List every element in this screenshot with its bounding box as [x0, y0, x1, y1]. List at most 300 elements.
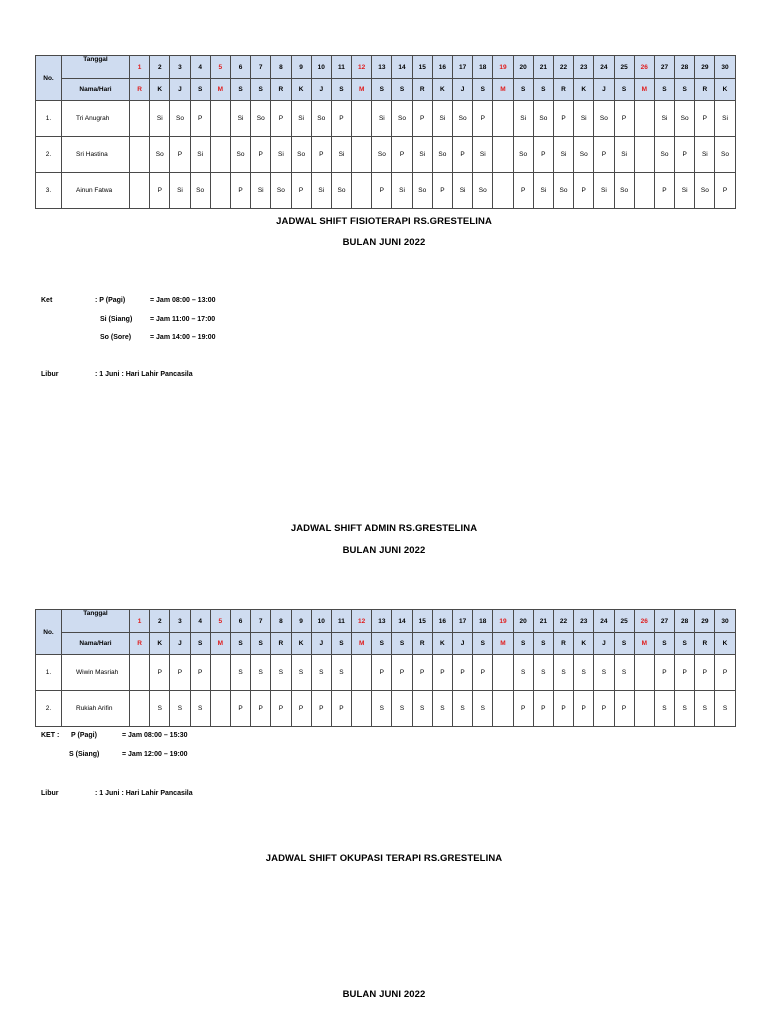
section1-title: JADWAL SHIFT FISIOTERAPI RS.GRESTELINA [276, 216, 492, 227]
day-number: 27 [654, 56, 674, 79]
shift-cell: P [473, 655, 493, 691]
shift-cell: Si [392, 173, 412, 209]
shift-cell: Si [170, 173, 190, 209]
section1-month: BULAN JUNI 2022 [342, 237, 426, 248]
ket-code-sore: So (Sore) [100, 334, 132, 341]
weekday-letter: K [150, 633, 170, 655]
weekday-letter: J [311, 633, 331, 655]
shift-cell [130, 137, 150, 173]
shift-cell: P [230, 173, 250, 209]
day-number: 8 [271, 56, 291, 79]
day-number: 28 [675, 610, 695, 633]
shift-cell [210, 655, 230, 691]
day-number: 11 [331, 56, 351, 79]
shift-cell: Si [594, 173, 614, 209]
shift-cell: Si [432, 101, 452, 137]
shift-cell: P [291, 691, 311, 727]
shift-cell: So [533, 101, 553, 137]
shift-cell: P [251, 137, 271, 173]
shift-cell [130, 173, 150, 209]
day-number: 26 [634, 610, 654, 633]
weekday-letter: R [271, 79, 291, 101]
employee-name: Tri Anugrah [62, 101, 130, 137]
shift-cell: P [715, 173, 735, 209]
day-number: 24 [594, 610, 614, 633]
shift-cell: P [695, 101, 715, 137]
shift-cell [130, 101, 150, 137]
shift-cell: Si [412, 137, 432, 173]
header-no: No. [36, 56, 62, 101]
shift-cell: So [372, 137, 392, 173]
ket-label: Ket [41, 297, 53, 304]
shift-cell: So [614, 173, 634, 209]
day-number: 10 [311, 610, 331, 633]
weekday-letter: R [553, 79, 573, 101]
shift-cell: So [675, 101, 695, 137]
day-number: 20 [513, 56, 533, 79]
ket2-label: KET : [41, 732, 60, 739]
weekday-letter: K [715, 79, 735, 101]
shift-cell: S [150, 691, 170, 727]
shift-cell: P [150, 655, 170, 691]
weekday-letter: R [695, 79, 715, 101]
row-number: 2. [36, 137, 62, 173]
shift-cell: S [170, 691, 190, 727]
weekday-letter: J [453, 79, 473, 101]
shift-cell: P [190, 101, 210, 137]
shift-cell: P [251, 691, 271, 727]
shift-cell: Si [553, 137, 573, 173]
table-row [36, 655, 736, 691]
weekday-letter: M [210, 79, 230, 101]
shift-cell: P [372, 655, 392, 691]
shift-cell: Si [453, 173, 473, 209]
day-number: 30 [715, 610, 735, 633]
weekday-letter: S [533, 633, 553, 655]
shift-cell [352, 137, 372, 173]
shift-cell [130, 691, 150, 727]
shift-cell [210, 101, 230, 137]
row-number: 1. [36, 655, 62, 691]
day-number: 12 [352, 56, 372, 79]
section2-title: JADWAL SHIFT ADMIN RS.GRESTELINA [290, 523, 478, 534]
shift-cell: S [695, 691, 715, 727]
table-row [36, 101, 736, 137]
shift-cell: S [432, 691, 452, 727]
shift-cell: P [150, 173, 170, 209]
fisioterapi-schedule-table [35, 55, 736, 209]
weekday-letter: M [352, 633, 372, 655]
shift-cell: P [392, 655, 412, 691]
day-number: 6 [230, 610, 250, 633]
shift-cell: P [170, 137, 190, 173]
shift-cell: S [513, 655, 533, 691]
weekday-letter: K [574, 79, 594, 101]
day-number: 3 [170, 56, 190, 79]
weekday-letter: K [432, 79, 452, 101]
day-number: 7 [251, 56, 271, 79]
shift-cell: P [533, 137, 553, 173]
shift-cell [352, 655, 372, 691]
shift-cell: So [150, 137, 170, 173]
day-number: 17 [453, 610, 473, 633]
shift-cell: Si [715, 101, 735, 137]
header-nama-hari: Nama/Hari [62, 79, 130, 101]
day-number: 22 [553, 610, 573, 633]
ket-time-pagi: = Jam 08:00 – 13:00 [150, 297, 216, 304]
day-number: 29 [695, 610, 715, 633]
shift-cell [352, 101, 372, 137]
day-number: 30 [715, 56, 735, 79]
weekday-letter: S [654, 633, 674, 655]
shift-cell: So [190, 173, 210, 209]
shift-cell: So [271, 173, 291, 209]
table-row [36, 691, 736, 727]
shift-cell: P [614, 101, 634, 137]
day-number: 14 [392, 56, 412, 79]
shift-cell: P [331, 101, 351, 137]
shift-cell: Si [654, 101, 674, 137]
shift-cell: S [311, 655, 331, 691]
shift-cell: P [675, 655, 695, 691]
libur-label: Libur [41, 371, 59, 378]
day-number: 13 [372, 56, 392, 79]
shift-cell: P [432, 173, 452, 209]
ket-time-sore: = Jam 14:00 – 19:00 [150, 334, 216, 341]
shift-cell: P [614, 691, 634, 727]
weekday-letter: R [130, 633, 150, 655]
shift-cell [352, 691, 372, 727]
weekday-letter: K [291, 633, 311, 655]
day-number: 28 [675, 56, 695, 79]
table-row [36, 137, 736, 173]
shift-cell [493, 655, 513, 691]
shift-cell: Si [291, 101, 311, 137]
ket2-code-pagi: P (Pagi) [71, 732, 97, 739]
day-number: 23 [574, 610, 594, 633]
shift-cell [210, 691, 230, 727]
day-number: 18 [473, 610, 493, 633]
shift-cell: So [574, 137, 594, 173]
shift-cell: P [190, 655, 210, 691]
shift-cell: P [533, 691, 553, 727]
shift-cell: P [392, 137, 412, 173]
day-number: 1 [130, 610, 150, 633]
header-tanggal: Tanggal [62, 610, 130, 633]
weekday-letter: S [190, 633, 210, 655]
day-number: 7 [251, 610, 271, 633]
shift-cell: S [230, 655, 250, 691]
shift-cell: P [695, 655, 715, 691]
shift-cell: Si [230, 101, 250, 137]
day-number: 8 [271, 610, 291, 633]
shift-cell: So [453, 101, 473, 137]
employee-name: Rukiah Arifin [62, 691, 130, 727]
day-number: 11 [331, 610, 351, 633]
shift-cell: So [331, 173, 351, 209]
shift-cell: So [594, 101, 614, 137]
shift-cell: P [473, 101, 493, 137]
day-number: 25 [614, 610, 634, 633]
shift-cell: Si [614, 137, 634, 173]
shift-cell: P [372, 173, 392, 209]
day-number: 12 [352, 610, 372, 633]
weekday-letter: M [352, 79, 372, 101]
shift-cell [493, 101, 513, 137]
shift-cell [210, 173, 230, 209]
weekday-letter: R [271, 633, 291, 655]
day-number: 19 [493, 56, 513, 79]
shift-cell [130, 655, 150, 691]
day-number: 23 [574, 56, 594, 79]
shift-cell: S [190, 691, 210, 727]
shift-cell: P [291, 173, 311, 209]
shift-cell: S [453, 691, 473, 727]
shift-cell: Si [331, 137, 351, 173]
weekday-letter: K [150, 79, 170, 101]
shift-cell: P [574, 691, 594, 727]
shift-cell: S [392, 691, 412, 727]
libur2-text: : 1 Juni : Hari Lahir Pancasila [95, 790, 193, 797]
day-number: 15 [412, 56, 432, 79]
day-number: 20 [513, 610, 533, 633]
section3-title: JADWAL SHIFT OKUPASI TERAPI RS.GRESTELINA [265, 853, 503, 864]
shift-cell: So [654, 137, 674, 173]
weekday-letter: R [553, 633, 573, 655]
shift-cell: So [311, 101, 331, 137]
shift-cell: So [412, 173, 432, 209]
section3-month: BULAN JUNI 2022 [342, 989, 426, 1000]
day-number: 1 [130, 56, 150, 79]
day-number: 16 [432, 610, 452, 633]
employee-name: Wiwin Masriah [62, 655, 130, 691]
weekday-letter: S [513, 79, 533, 101]
day-number: 17 [453, 56, 473, 79]
shift-cell: So [695, 173, 715, 209]
day-number: 4 [190, 56, 210, 79]
header-tanggal: Tanggal [62, 56, 130, 79]
weekday-letter: K [574, 633, 594, 655]
shift-cell: So [251, 101, 271, 137]
shift-cell [493, 691, 513, 727]
weekday-letter: K [291, 79, 311, 101]
weekday-letter: S [675, 79, 695, 101]
shift-cell: So [170, 101, 190, 137]
ket2-time-pagi: = Jam 08:00 – 15:30 [122, 732, 188, 739]
weekday-letter: M [634, 79, 654, 101]
shift-cell: P [654, 655, 674, 691]
day-number: 22 [553, 56, 573, 79]
weekday-letter: M [634, 633, 654, 655]
shift-cell: Si [150, 101, 170, 137]
shift-cell [210, 137, 230, 173]
shift-cell: P [553, 101, 573, 137]
shift-cell [352, 173, 372, 209]
weekday-letter: M [210, 633, 230, 655]
day-number: 3 [170, 610, 190, 633]
employee-name: Sri Hastina [62, 137, 130, 173]
employee-name: Ainun Fatwa [62, 173, 130, 209]
day-number: 27 [654, 610, 674, 633]
weekday-letter: J [594, 633, 614, 655]
weekday-letter: S [614, 633, 634, 655]
shift-cell: P [170, 655, 190, 691]
ket-code-pagi: : P (Pagi) [95, 297, 126, 304]
shift-cell: Si [533, 173, 553, 209]
libur-text: : 1 Juni : Hari Lahir Pancasila [95, 371, 193, 378]
shift-cell: P [331, 691, 351, 727]
weekday-letter: R [130, 79, 150, 101]
shift-cell: So [432, 137, 452, 173]
shift-cell [634, 691, 654, 727]
shift-cell: S [372, 691, 392, 727]
day-number: 19 [493, 610, 513, 633]
shift-cell: P [553, 691, 573, 727]
header-no: No. [36, 610, 62, 655]
shift-cell: S [271, 655, 291, 691]
shift-cell: Si [513, 101, 533, 137]
shift-cell: P [574, 173, 594, 209]
shift-cell: S [574, 655, 594, 691]
shift-cell [634, 137, 654, 173]
shift-cell: S [675, 691, 695, 727]
weekday-letter: J [594, 79, 614, 101]
shift-cell: So [513, 137, 533, 173]
day-number: 4 [190, 610, 210, 633]
weekday-letter: S [473, 633, 493, 655]
shift-cell: P [432, 655, 452, 691]
ket2-code-siang: S (Siang) [69, 751, 100, 758]
day-number: 29 [695, 56, 715, 79]
shift-cell: So [473, 173, 493, 209]
shift-cell [634, 655, 654, 691]
shift-cell: Si [473, 137, 493, 173]
ket-code-siang: Si (Siang) [100, 316, 133, 323]
shift-cell: So [291, 137, 311, 173]
day-number: 26 [634, 56, 654, 79]
ket-time-siang: = Jam 11:00 – 17:00 [150, 316, 216, 323]
weekday-letter: S [675, 633, 695, 655]
weekday-letter: K [432, 633, 452, 655]
day-number: 21 [533, 56, 553, 79]
shift-cell: Si [574, 101, 594, 137]
shift-cell [493, 173, 513, 209]
day-number: 6 [230, 56, 250, 79]
day-number: 25 [614, 56, 634, 79]
section2-month: BULAN JUNI 2022 [342, 545, 426, 556]
shift-cell: Si [675, 173, 695, 209]
shift-cell: P [513, 173, 533, 209]
shift-cell: P [311, 691, 331, 727]
weekday-letter: S [392, 633, 412, 655]
weekday-letter: R [412, 633, 432, 655]
day-number: 9 [291, 610, 311, 633]
weekday-letter: M [493, 633, 513, 655]
day-number: 9 [291, 56, 311, 79]
weekday-letter: S [230, 633, 250, 655]
shift-cell: So [715, 137, 735, 173]
day-number: 21 [533, 610, 553, 633]
weekday-letter: S [513, 633, 533, 655]
shift-cell: P [453, 655, 473, 691]
weekday-letter: R [695, 633, 715, 655]
shift-cell [493, 137, 513, 173]
weekday-letter: K [715, 633, 735, 655]
weekday-letter: S [331, 79, 351, 101]
shift-cell: Si [271, 137, 291, 173]
weekday-letter: J [311, 79, 331, 101]
day-number: 14 [392, 610, 412, 633]
weekday-letter: S [190, 79, 210, 101]
day-number: 2 [150, 610, 170, 633]
header-nama-hari: Nama/Hari [62, 633, 130, 655]
shift-cell: S [473, 691, 493, 727]
shift-cell: S [251, 655, 271, 691]
shift-cell: P [594, 137, 614, 173]
weekday-letter: S [331, 633, 351, 655]
shift-cell: P [594, 691, 614, 727]
shift-cell: P [230, 691, 250, 727]
shift-cell: P [715, 655, 735, 691]
day-number: 15 [412, 610, 432, 633]
weekday-letter: S [251, 633, 271, 655]
shift-cell: Si [311, 173, 331, 209]
day-number: 13 [372, 610, 392, 633]
weekday-letter: J [170, 633, 190, 655]
shift-cell: So [392, 101, 412, 137]
weekday-letter: M [493, 79, 513, 101]
shift-cell: P [412, 655, 432, 691]
shift-cell: P [513, 691, 533, 727]
shift-cell [634, 173, 654, 209]
shift-cell: Si [190, 137, 210, 173]
shift-cell: S [614, 655, 634, 691]
table-row [36, 173, 736, 209]
shift-cell: P [412, 101, 432, 137]
shift-cell: S [331, 655, 351, 691]
shift-cell: S [715, 691, 735, 727]
shift-cell: So [230, 137, 250, 173]
weekday-letter: R [412, 79, 432, 101]
weekday-letter: S [230, 79, 250, 101]
shift-cell: So [553, 173, 573, 209]
shift-cell: P [271, 101, 291, 137]
weekday-letter: S [533, 79, 553, 101]
weekday-letter: S [251, 79, 271, 101]
day-number: 18 [473, 56, 493, 79]
libur2-label: Libur [41, 790, 59, 797]
weekday-letter: S [473, 79, 493, 101]
shift-cell: Si [251, 173, 271, 209]
day-number: 5 [210, 56, 230, 79]
row-number: 1. [36, 101, 62, 137]
shift-cell: S [654, 691, 674, 727]
day-number: 10 [311, 56, 331, 79]
shift-cell: P [675, 137, 695, 173]
day-number: 2 [150, 56, 170, 79]
shift-cell: S [412, 691, 432, 727]
weekday-letter: S [392, 79, 412, 101]
row-number: 3. [36, 173, 62, 209]
shift-cell: P [311, 137, 331, 173]
shift-cell [634, 101, 654, 137]
day-number: 24 [594, 56, 614, 79]
shift-cell: Si [695, 137, 715, 173]
weekday-letter: S [614, 79, 634, 101]
shift-cell: P [271, 691, 291, 727]
weekday-letter: J [453, 633, 473, 655]
admin-schedule-table [35, 609, 736, 727]
